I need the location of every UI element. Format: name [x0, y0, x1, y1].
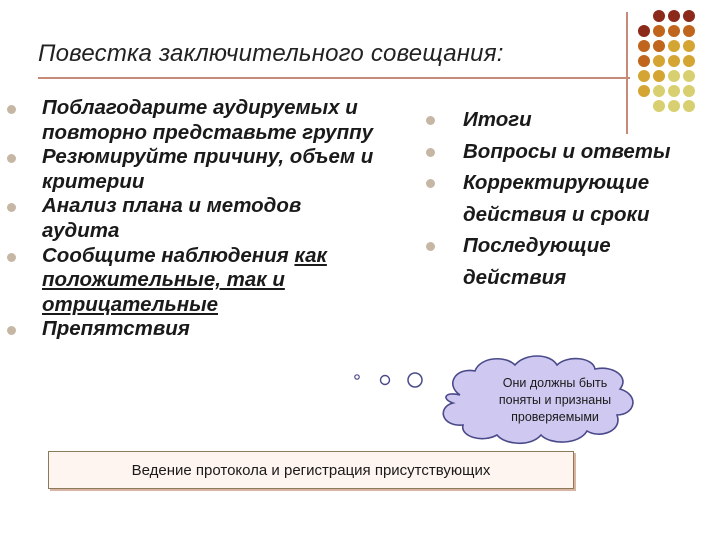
- decorative-dot: [668, 10, 680, 22]
- list-item: Последующие действия: [463, 230, 713, 293]
- bullet-icon: [426, 242, 435, 251]
- decorative-dot: [653, 85, 665, 97]
- decorative-dot: [638, 40, 650, 52]
- decorative-dot: [683, 25, 695, 37]
- bullet-icon: [426, 116, 435, 125]
- list-item: Поблагодарите аудируемых и повторно представьте группу: [42, 96, 422, 145]
- decorative-dot: [668, 40, 680, 52]
- slide-title: Повестка заключительного совещания:: [38, 40, 504, 67]
- decorative-dot: [653, 70, 665, 82]
- decorative-dot: [638, 85, 650, 97]
- bullet-icon: [426, 148, 435, 157]
- bullet-icon: [426, 179, 435, 188]
- protocol-text: Ведение протокола и регистрация присутствующих: [131, 461, 491, 479]
- right-agenda-list: [463, 104, 713, 293]
- decorative-dot: [668, 55, 680, 67]
- thought-bubble-small: [355, 375, 359, 379]
- list-item: Анализ плана и методов аудита: [42, 194, 422, 243]
- list-item: Итоги: [463, 104, 713, 136]
- list-item: Резюмируйте причину, объем и критерии: [42, 145, 422, 194]
- list-item: Сообщите наблюдения как положительные, так и отрицательные: [42, 244, 422, 318]
- decorative-dot: [668, 70, 680, 82]
- protocol-box: [48, 451, 574, 489]
- decorative-dot: [668, 85, 680, 97]
- decorative-dot: [638, 70, 650, 82]
- list-item: Препятствия: [42, 317, 422, 342]
- list-item: Вопросы и ответы: [463, 136, 713, 168]
- decorative-dot: [653, 25, 665, 37]
- bullet-icon: [7, 253, 16, 262]
- callout-text: Они должны быть поняты и признаны проверяемыми: [498, 376, 612, 424]
- decorative-dot: [638, 25, 650, 37]
- list-item: Корректирующие действия и сроки: [463, 167, 713, 230]
- bullet-icon: [7, 105, 16, 114]
- decorative-dot: [683, 10, 695, 22]
- decorative-dot: [683, 85, 695, 97]
- thought-bubble-medium: [381, 376, 390, 385]
- accent-horizontal-line: [38, 77, 630, 79]
- decorative-dot: [668, 25, 680, 37]
- left-agenda-list: [42, 96, 422, 342]
- decorative-dot: [653, 55, 665, 67]
- bullet-icon: [7, 326, 16, 335]
- bullet-icon: [7, 154, 16, 163]
- decorative-dot-grid: [637, 9, 697, 117]
- thought-bubble-large: [408, 373, 422, 387]
- decorative-dot: [653, 40, 665, 52]
- decorative-dot: [683, 40, 695, 52]
- decorative-dot: [683, 55, 695, 67]
- decorative-dot: [683, 70, 695, 82]
- decorative-dot: [653, 10, 665, 22]
- decorative-dot: [638, 55, 650, 67]
- bullet-icon: [7, 203, 16, 212]
